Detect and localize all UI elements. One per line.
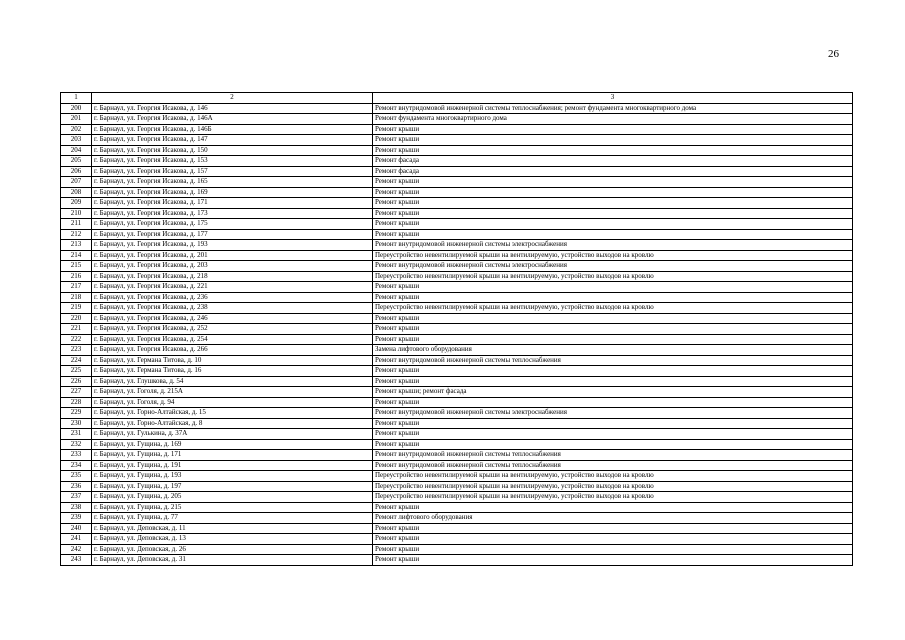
row-address: г. Барнаул, ул. Гоголя, д. 94	[92, 397, 373, 408]
row-address: г. Барнаул, ул. Гущина, д. 191	[92, 460, 373, 471]
row-work-type: Ремонт крыши	[373, 555, 853, 566]
row-number: 225	[61, 366, 92, 377]
table-row	[61, 219, 853, 230]
table-row	[61, 208, 853, 219]
row-address: г. Барнаул, ул. Георгия Исакова, д. 146Б	[92, 124, 373, 135]
row-number: 206	[61, 166, 92, 177]
row-address: г. Барнаул, ул. Георгия Исакова, д. 169	[92, 187, 373, 198]
row-work-type: Ремонт крыши	[373, 523, 853, 534]
table-row	[61, 292, 853, 303]
row-work-type: Ремонт крыши	[373, 439, 853, 450]
row-work-type: Ремонт крыши	[373, 292, 853, 303]
row-address: г. Барнаул, ул. Деповская, д. 13	[92, 534, 373, 545]
row-number: 208	[61, 187, 92, 198]
row-number: 227	[61, 387, 92, 398]
row-address: г. Барнаул, ул. Георгия Исакова, д. 193	[92, 240, 373, 251]
table-row	[61, 156, 853, 167]
row-address: г. Барнаул, ул. Гущина, д. 171	[92, 450, 373, 461]
table-row	[61, 271, 853, 282]
table-row	[61, 523, 853, 534]
table-row	[61, 481, 853, 492]
table-row	[61, 555, 853, 566]
row-number: 213	[61, 240, 92, 251]
row-number: 200	[61, 103, 92, 114]
table-row	[61, 250, 853, 261]
row-address: г. Барнаул, ул. Горно-Алтайская, д. 8	[92, 418, 373, 429]
table-row	[61, 502, 853, 513]
table-row	[61, 198, 853, 209]
row-number: 204	[61, 145, 92, 156]
row-work-type: Ремонт крыши	[373, 145, 853, 156]
table-row	[61, 387, 853, 398]
row-number: 215	[61, 261, 92, 272]
row-work-type: Переустройство невентилируемой крыши на вентилируемую, устройство выходов на кровлю	[373, 303, 853, 314]
table-row	[61, 166, 853, 177]
row-work-type: Ремонт крыши	[373, 502, 853, 513]
table-row	[61, 450, 853, 461]
table-row	[61, 334, 853, 345]
row-address: г. Барнаул, ул. Гущина, д. 205	[92, 492, 373, 503]
table-row	[61, 513, 853, 524]
row-work-type: Переустройство невентилируемой крыши на вентилируемую, устройство выходов на кровлю	[373, 250, 853, 261]
row-address: г. Барнаул, ул. Георгия Исакова, д. 201	[92, 250, 373, 261]
row-address: г. Барнаул, ул. Георгия Исакова, д. 203	[92, 261, 373, 272]
row-number: 222	[61, 334, 92, 345]
row-address: г. Барнаул, ул. Георгия Исакова, д. 173	[92, 208, 373, 219]
table-row	[61, 492, 853, 503]
row-address: г. Барнаул, ул. Гущина, д. 215	[92, 502, 373, 513]
table-row	[61, 145, 853, 156]
row-number: 221	[61, 324, 92, 335]
row-work-type: Ремонт крыши	[373, 282, 853, 293]
row-work-type: Ремонт фасада	[373, 156, 853, 167]
row-address: г. Барнаул, ул. Георгия Исакова, д. 165	[92, 177, 373, 188]
table-row	[61, 408, 853, 419]
row-number: 235	[61, 471, 92, 482]
row-address: г. Барнаул, ул. Деповская, д. 26	[92, 544, 373, 555]
row-work-type: Ремонт крыши	[373, 418, 853, 429]
table-row	[61, 240, 853, 251]
row-work-type: Ремонт крыши	[373, 187, 853, 198]
row-number: 205	[61, 156, 92, 167]
row-number: 243	[61, 555, 92, 566]
row-work-type: Ремонт крыши	[373, 534, 853, 545]
row-number: 220	[61, 313, 92, 324]
row-work-type: Переустройство невентилируемой крыши на вентилируемую, устройство выходов на кровлю	[373, 271, 853, 282]
row-number: 226	[61, 376, 92, 387]
row-number: 217	[61, 282, 92, 293]
row-number: 234	[61, 460, 92, 471]
row-work-type: Ремонт внутридомовой инженерной системы электроснабжения	[373, 408, 853, 419]
table-row	[61, 376, 853, 387]
row-work-type: Ремонт внутридомовой инженерной системы теплоснабжения	[373, 355, 853, 366]
table-row	[61, 324, 853, 335]
row-address: г. Барнаул, ул. Георгия Исакова, д. 147	[92, 135, 373, 146]
table-header-row	[61, 93, 853, 104]
row-number: 209	[61, 198, 92, 209]
row-number: 241	[61, 534, 92, 545]
row-number: 210	[61, 208, 92, 219]
row-number: 212	[61, 229, 92, 240]
header-cell-work-type: 3	[373, 93, 853, 104]
row-address: г. Барнаул, ул. Георгия Исакова, д. 171	[92, 198, 373, 209]
table-row	[61, 124, 853, 135]
row-number: 233	[61, 450, 92, 461]
row-address: г. Барнаул, ул. Германа Титова, д. 10	[92, 355, 373, 366]
table-row	[61, 303, 853, 314]
row-work-type: Ремонт крыши	[373, 376, 853, 387]
row-work-type: Ремонт крыши	[373, 334, 853, 345]
row-number: 238	[61, 502, 92, 513]
row-number: 201	[61, 114, 92, 125]
table-row	[61, 261, 853, 272]
row-address: г. Барнаул, ул. Гущина, д. 193	[92, 471, 373, 482]
row-work-type: Ремонт внутридомовой инженерной системы электроснабжения	[373, 261, 853, 272]
row-work-type: Ремонт крыши	[373, 219, 853, 230]
row-number: 223	[61, 345, 92, 356]
row-address: г. Барнаул, ул. Гущина, д. 197	[92, 481, 373, 492]
row-address: г. Барнаул, ул. Георгия Исакова, д. 146	[92, 103, 373, 114]
row-work-type: Ремонт крыши	[373, 177, 853, 188]
row-work-type: Ремонт фундамента многоквартирного дома	[373, 114, 853, 125]
row-number: 219	[61, 303, 92, 314]
table-row	[61, 534, 853, 545]
row-address: г. Барнаул, ул. Германа Титова, д. 16	[92, 366, 373, 377]
table-row	[61, 397, 853, 408]
row-number: 202	[61, 124, 92, 135]
row-number: 203	[61, 135, 92, 146]
table-body	[61, 93, 853, 566]
row-address: г. Барнаул, ул. Георгия Исакова, д. 150	[92, 145, 373, 156]
row-work-type: Переустройство невентилируемой крыши на вентилируемую, устройство выходов на кровлю	[373, 471, 853, 482]
row-address: г. Барнаул, ул. Георгия Исакова, д. 177	[92, 229, 373, 240]
row-work-type: Ремонт внутридомовой инженерной системы теплоснабжения	[373, 450, 853, 461]
row-address: г. Барнаул, ул. Георгия Исакова, д. 221	[92, 282, 373, 293]
row-work-type: Переустройство невентилируемой крыши на вентилируемую, устройство выходов на кровлю	[373, 481, 853, 492]
row-number: 231	[61, 429, 92, 440]
row-work-type: Ремонт крыши	[373, 208, 853, 219]
table-row	[61, 366, 853, 377]
row-address: г. Барнаул, ул. Горно-Алтайская, д. 15	[92, 408, 373, 419]
table-row	[61, 429, 853, 440]
table-row	[61, 418, 853, 429]
row-number: 211	[61, 219, 92, 230]
row-work-type: Ремонт крыши	[373, 229, 853, 240]
row-number: 230	[61, 418, 92, 429]
row-work-type: Ремонт крыши	[373, 324, 853, 335]
row-work-type: Переустройство невентилируемой крыши на вентилируемую, устройство выходов на кровлю	[373, 492, 853, 503]
row-address: г. Барнаул, ул. Георгия Исакова, д. 175	[92, 219, 373, 230]
row-work-type: Ремонт крыши	[373, 124, 853, 135]
header-cell-number: 1	[61, 93, 92, 104]
row-address: г. Барнаул, ул. Георгия Исакова, д. 236	[92, 292, 373, 303]
table-row	[61, 177, 853, 188]
row-number: 229	[61, 408, 92, 419]
table-row	[61, 114, 853, 125]
row-address: г. Барнаул, ул. Георгия Исакова, д. 238	[92, 303, 373, 314]
row-number: 224	[61, 355, 92, 366]
repair-table	[60, 92, 853, 566]
row-address: г. Барнаул, ул. Георгия Исакова, д. 218	[92, 271, 373, 282]
row-number: 242	[61, 544, 92, 555]
table-row	[61, 460, 853, 471]
row-number: 237	[61, 492, 92, 503]
row-work-type: Ремонт крыши	[373, 429, 853, 440]
row-number: 236	[61, 481, 92, 492]
row-address: г. Барнаул, ул. Гулькина, д. 37А	[92, 429, 373, 440]
row-work-type: Ремонт крыши	[373, 397, 853, 408]
row-work-type: Ремонт крыши	[373, 135, 853, 146]
row-number: 228	[61, 397, 92, 408]
row-work-type: Ремонт фасада	[373, 166, 853, 177]
header-cell-address: 2	[92, 93, 373, 104]
row-number: 214	[61, 250, 92, 261]
row-work-type: Ремонт крыши; ремонт фасада	[373, 387, 853, 398]
table-row	[61, 135, 853, 146]
row-address: г. Барнаул, ул. Георгия Исакова, д. 146А	[92, 114, 373, 125]
row-address: г. Барнаул, ул. Гущина, д. 169	[92, 439, 373, 450]
page-number: 26	[828, 48, 839, 60]
row-address: г. Барнаул, ул. Георгия Исакова, д. 252	[92, 324, 373, 335]
row-work-type: Ремонт внутридомовой инженерной системы теплоснабжения; ремонт фундамента многоквартирного дома	[373, 103, 853, 114]
row-work-type: Ремонт крыши	[373, 313, 853, 324]
row-work-type: Ремонт внутридомовой инженерной системы электроснабжения	[373, 240, 853, 251]
row-work-type: Ремонт крыши	[373, 366, 853, 377]
table-row	[61, 282, 853, 293]
row-number: 239	[61, 513, 92, 524]
row-number: 240	[61, 523, 92, 534]
row-address: г. Барнаул, ул. Глушкова, д. 54	[92, 376, 373, 387]
row-number: 232	[61, 439, 92, 450]
table-row	[61, 471, 853, 482]
row-address: г. Барнаул, ул. Гоголя, д. 215А	[92, 387, 373, 398]
table-row	[61, 313, 853, 324]
row-work-type: Ремонт внутридомовой инженерной системы теплоснабжения	[373, 460, 853, 471]
row-address: г. Барнаул, ул. Георгия Исакова, д. 254	[92, 334, 373, 345]
row-number: 207	[61, 177, 92, 188]
table-row	[61, 103, 853, 114]
row-number: 218	[61, 292, 92, 303]
table-row	[61, 345, 853, 356]
row-address: г. Барнаул, ул. Георгия Исакова, д. 246	[92, 313, 373, 324]
row-address: г. Барнаул, ул. Деповская, д. 11	[92, 523, 373, 534]
row-address: г. Барнаул, ул. Деповская, д. 31	[92, 555, 373, 566]
row-address: г. Барнаул, ул. Георгия Исакова, д. 153	[92, 156, 373, 167]
row-address: г. Барнаул, ул. Георгия Исакова, д. 266	[92, 345, 373, 356]
table-row	[61, 355, 853, 366]
table-row	[61, 187, 853, 198]
row-work-type: Замена лифтового оборудования	[373, 345, 853, 356]
table-row	[61, 439, 853, 450]
table-row	[61, 229, 853, 240]
row-address: г. Барнаул, ул. Георгия Исакова, д. 157	[92, 166, 373, 177]
row-work-type: Ремонт лифтового оборудования	[373, 513, 853, 524]
row-address: г. Барнаул, ул. Гущина, д. 77	[92, 513, 373, 524]
row-work-type: Ремонт крыши	[373, 198, 853, 209]
table-row	[61, 544, 853, 555]
row-number: 216	[61, 271, 92, 282]
row-work-type: Ремонт крыши	[373, 544, 853, 555]
